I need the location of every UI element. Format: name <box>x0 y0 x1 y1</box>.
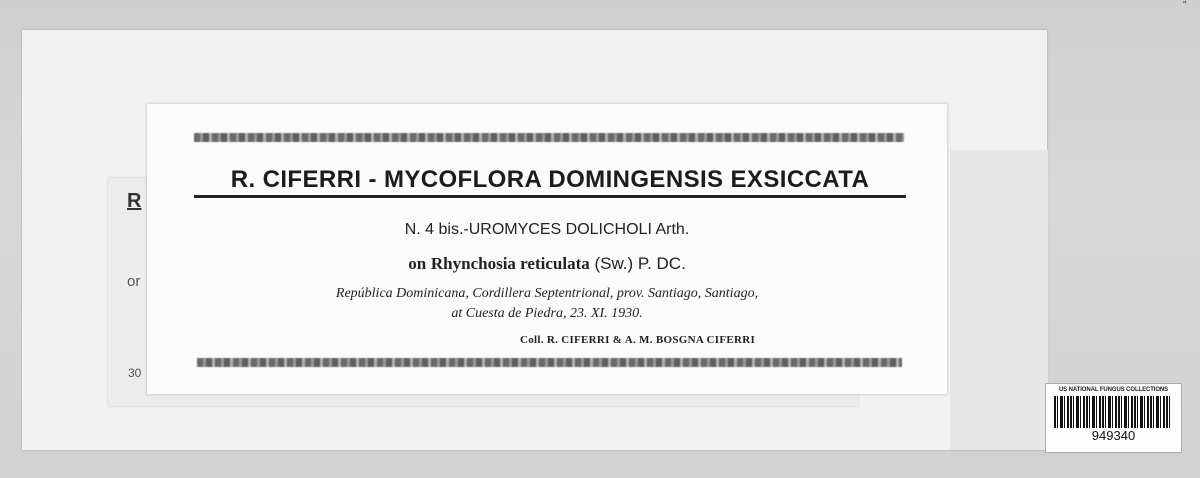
locality-line-2: at Cuesta de Piedra, 23. XI. 1930. <box>451 306 643 321</box>
specimen-line: N. 4 bis.-UROMYCES DOLICHOLI Arth. <box>404 221 690 238</box>
barcode-number: 949340 <box>1091 428 1136 443</box>
host-prefix: on <box>408 254 427 273</box>
sheet-fold <box>950 150 1048 450</box>
host-line <box>147 254 947 274</box>
collector-line: Coll. R. CIFERRI & A. M. BOSGNA CIFERRI <box>520 334 756 346</box>
underlying-label-fragment-top: R <box>127 190 142 212</box>
bottom-decorative-stripe <box>197 358 902 367</box>
title-underline <box>194 195 906 198</box>
barcode-label <box>1045 383 1182 453</box>
label-title: R. CIFERRI - MYCOFLORA DOMINGENSIS EXSICCATA <box>230 166 870 193</box>
corner-mark: " <box>1183 0 1187 11</box>
barcode-caption: US NATIONAL FUNGUS COLLECTIONS <box>1058 387 1169 393</box>
specimen-label <box>147 104 947 394</box>
host-authority: (Sw.) P. DC. <box>594 254 686 273</box>
locality-line-1: República Dominicana, Cordillera Septentrional, prov. Santiago, Santiago, <box>335 286 759 301</box>
underlying-label-fragment-mid: or <box>127 273 141 290</box>
host-name: Rhynchosia reticulata <box>430 254 590 273</box>
barcode-bars <box>1054 396 1172 428</box>
underlying-label-fragment-bottom: 30 <box>128 366 142 380</box>
top-decorative-stripe <box>194 133 904 142</box>
